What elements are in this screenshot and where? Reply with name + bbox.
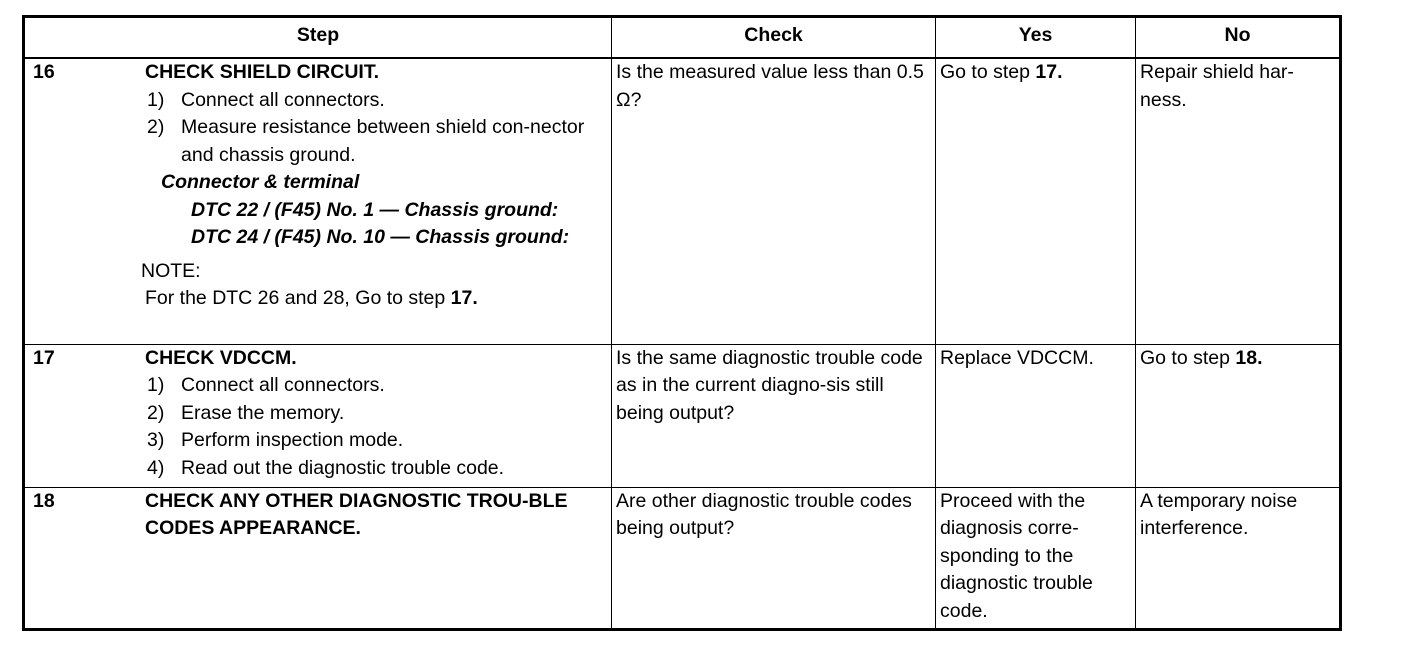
table-row-18 [24, 487, 1341, 629]
list-item: 1) Connect all connectors. [147, 88, 385, 111]
step-number: 17 [33, 346, 55, 369]
yes-cell: Proceed with the diagnosis corre-sponding to the diagnostic trouble code. [936, 487, 1136, 629]
yes-cell: Go to step 17. [936, 58, 1136, 344]
step-cell [24, 344, 612, 487]
step-title: CHECK ANY OTHER DIAGNOSTIC TROU-BLE CODES APPEARANCE. [145, 489, 568, 539]
yes-cell: Replace VDCCM. [936, 344, 1136, 487]
no-cell: Go to step 18. [1136, 344, 1341, 487]
check-cell: Are other diagnostic trouble codes being output? [612, 487, 936, 629]
list-item: 4) Read out the diagnostic trouble code. [147, 456, 505, 479]
list-item: 2) Measure resistance between shield con-nector and chassis ground. [147, 116, 585, 166]
table-row-17 [24, 344, 1341, 487]
step-number: 18 [33, 489, 55, 512]
note-label: NOTE: [141, 259, 201, 282]
header-yes: Yes [936, 17, 1136, 59]
no-cell: A temporary noise interference. [1136, 487, 1341, 629]
connector-item: DTC 24 / (F45) No. 10 — Chassis ground: [191, 226, 570, 248]
step-cell [24, 58, 612, 344]
list-item: 3) Perform inspection mode. [147, 429, 404, 451]
header-no: No [1136, 17, 1341, 59]
note-text: For the DTC 26 and 28, Go to step 17. [145, 287, 478, 309]
list-item: 1) Connect all connectors. [147, 374, 385, 396]
step-title: CHECK SHIELD CIRCUIT. [145, 61, 380, 83]
header-row [24, 17, 1341, 59]
connector-item: DTC 22 / (F45) No. 1 — Chassis ground: [191, 198, 559, 221]
check-cell: Is the same diagnostic trouble code as in the current diagno-sis still being output? [612, 344, 936, 487]
check-cell: Is the measured value less than 0.5 Ω? [612, 58, 936, 344]
table-row-16 [24, 58, 1341, 344]
step-title: CHECK VDCCM. [145, 346, 297, 369]
no-cell: Repair shield har-ness. [1136, 58, 1341, 344]
header-step: Step [24, 17, 612, 59]
list-item: 2) Erase the memory. [147, 401, 345, 424]
step-number: 16 [33, 61, 55, 83]
diagnostic-table [22, 15, 1342, 631]
step-cell [24, 487, 612, 629]
header-check: Check [612, 17, 936, 59]
connector-terminal-label: Connector & terminal [161, 171, 360, 193]
